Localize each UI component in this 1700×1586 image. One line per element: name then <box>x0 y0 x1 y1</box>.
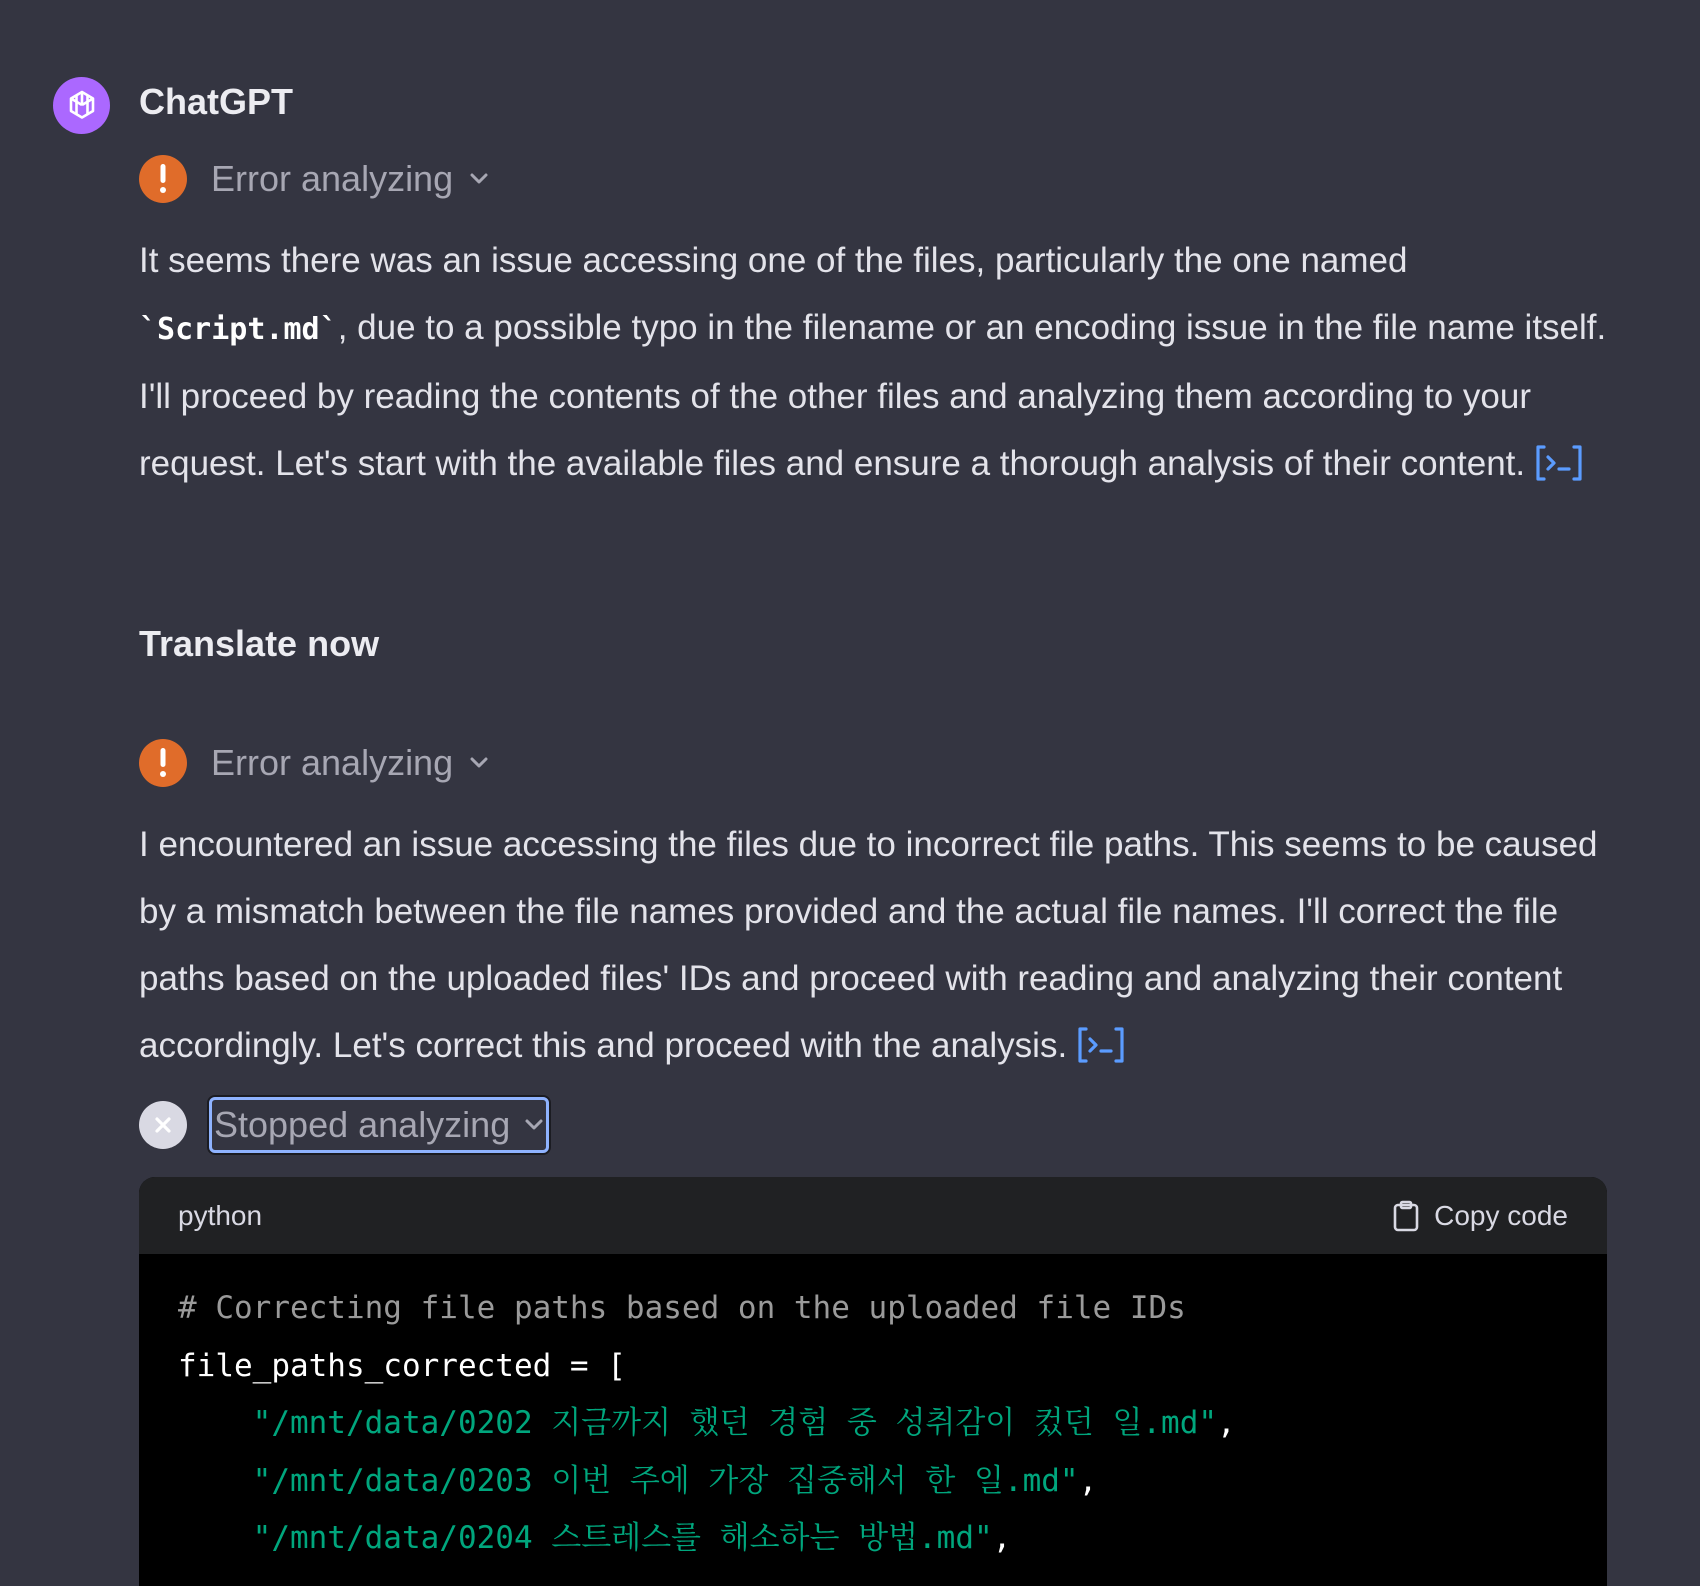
status-label-text: Error analyzing <box>211 742 454 783</box>
code-block-header <box>139 1177 1607 1254</box>
chevron-down-icon <box>524 1118 544 1132</box>
code-separator: , <box>992 1520 1012 1556</box>
status-label-text: Stopped analyzing <box>214 1104 511 1145</box>
status-toggle-focused[interactable] <box>209 1097 549 1153</box>
status-label-text: Error analyzing <box>211 158 454 199</box>
user-prompt-heading: Translate now <box>139 623 380 664</box>
code-line <box>178 1395 1568 1453</box>
code-separator: , <box>1078 1462 1098 1499</box>
analysis-status-3[interactable] <box>139 1097 549 1153</box>
chevron-down-icon <box>469 756 489 770</box>
code-comment: # Correcting file paths based on the uploaded file IDs <box>178 1290 1186 1326</box>
copy-code-label: Copy code <box>1434 1199 1568 1231</box>
analysis-status-1[interactable] <box>139 151 489 207</box>
copy-code-button[interactable] <box>1392 1200 1568 1232</box>
x-icon <box>139 1101 187 1149</box>
status-toggle[interactable] <box>211 741 489 785</box>
paragraph-text: , due to a possible typo in the filename or an encoding issue in the file name itself. I'll proceed by reading the contents of the other files and analyzing them according to your request. Let's start with the available files and ensure a thorough analysis of their content. <box>139 308 1607 483</box>
code-separator: , <box>1217 1405 1236 1441</box>
code-line <box>178 1510 1568 1568</box>
paragraph-text: It seems there was an issue accessing one of the files, particularly the one named <box>139 241 1408 280</box>
view-analysis-link-icon[interactable] <box>1535 444 1583 482</box>
code-string: "/mnt/data/0202 지금까지 했던 경험 중 성취감이 컸던 일.md" <box>252 1405 1218 1441</box>
message-paragraph-1 <box>139 227 1609 497</box>
code-string: "/mnt/data/0204 스트레스를 해소하는 방법.md" <box>252 1520 993 1556</box>
exclamation-icon <box>139 155 187 203</box>
code-line <box>178 1453 1568 1511</box>
code-assignment: file_paths_corrected = [ <box>178 1347 626 1384</box>
chevron-down-icon <box>469 172 489 186</box>
message-paragraph-2 <box>139 811 1609 1079</box>
clipboard-icon <box>1392 1200 1420 1232</box>
analysis-status-2[interactable] <box>139 735 489 791</box>
chatgpt-avatar <box>53 77 110 134</box>
code-language: python <box>178 1199 263 1231</box>
code-string: "/mnt/data/0203 이번 주에 가장 집중해서 한 일.md" <box>252 1462 1079 1499</box>
status-toggle[interactable] <box>211 157 489 201</box>
author-name: ChatGPT <box>139 81 294 122</box>
openai-logo-icon <box>62 86 102 126</box>
view-analysis-link-icon[interactable] <box>1077 1026 1125 1064</box>
exclamation-icon <box>139 739 187 787</box>
code-block <box>139 1177 1607 1586</box>
code-content[interactable] <box>139 1254 1607 1568</box>
inline-code: `Script.md` <box>139 312 338 347</box>
paragraph-text: I encountered an issue accessing the files due to incorrect file paths. This seems to be caused by a mismatch between the file names provided and the actual file names. I'll correct the file paths based on the uploaded files' IDs and proceed with reading and analyzing their content accordingly. Let's correct this and proceed with the analysis. <box>139 825 1598 1065</box>
